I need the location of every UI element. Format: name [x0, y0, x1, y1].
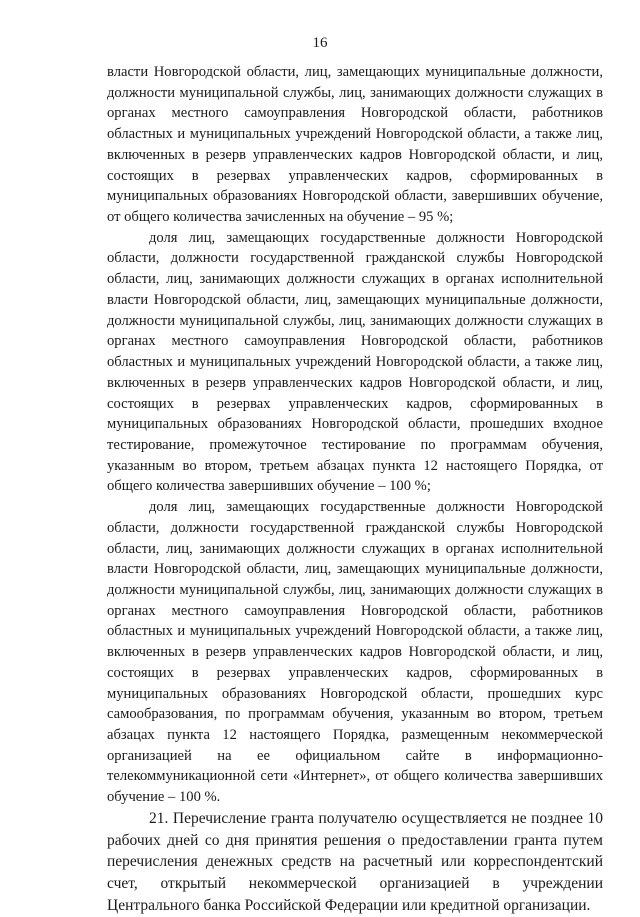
paragraph-indicator-testing: доля лиц, замещающих государственные должности Новгородской области, должности государственной гражданской службы Новгородской области, лиц, занимающих должности служащих в органах исполнительной власти Новгородской области, лиц, замещающих муниципальные должности, должности муниципальной службы, лиц, занимающих должности служащих в органах местного самоуправления Новгородской области, работников областных и муниципальных учреждений Новгородской области, а также лиц, включенных в резерв управленческих кадров Новгородской области, и лиц, состоящих в резервах управленческих кадров, сформированных в муниципальных образованиях Новгородской области, прошедших входное тестирование, промежуточное тестирование по программам обучения, указанным во втором, третьем абзацах пункта 12 настоящего Порядка, от общего количества завершивших обучение – 100 %;	[107, 229, 603, 495]
paragraph-continuation: власти Новгородской области, лиц, замещающих муниципальные должности, должности муниципальной службы, лиц, занимающих должности служащих в органах местного самоуправления Новгородской области, работников областных и муниципальных учреждений Новгородской области, а также лиц, включенных в резерв управленческих кадров Новгородской области, и лиц, состоящих в резервах управленческих кадров, сформированных в муниципальных образованиях Новгородской области, завершивших обучение, от общего количества зачисленных на обучение – 95 %;	[107, 64, 603, 226]
paragraph-clause-21: 21. Перечисление гранта получателю осуществляется не позднее 10 рабочих дней со дня принятия решения о предоставлении гранта путем перечисления денежных средств на расчетный или корреспондентский счет, открытый некоммерческой организацией в учреждении Центрального банка Российской Федерации или кредитной организации.	[107, 809, 603, 915]
page-number: 16	[312, 35, 328, 51]
document-body	[107, 62, 603, 917]
paragraph-indicator-self-education: доля лиц, замещающих государственные должности Новгородской области, должности государственной гражданской службы Новгородской области, лиц, занимающих должности служащих в органах исполнительной власти Новгородской области, лиц, замещающих муниципальные должности, должности муниципальной службы, лиц, занимающих должности служащих в органах местного самоуправления Новгородской области, работников областных и муниципальных учреждений Новгородской области, а также лиц, включенных в резерв управленческих кадров Новгородской области, и лиц, состоящих в резервах управленческих кадров, сформированных в муниципальных образованиях Новгородской области, прошедших курс самообразования, по программам обучения, указанным во втором, третьем абзацах пункта 12 настоящего Порядка, размещенным некоммерческой организацией на ее официальном сайте в информационно-телекоммуникационной сети «Интернет», от общего количества завершивших обучение – 100 %.	[107, 499, 603, 806]
